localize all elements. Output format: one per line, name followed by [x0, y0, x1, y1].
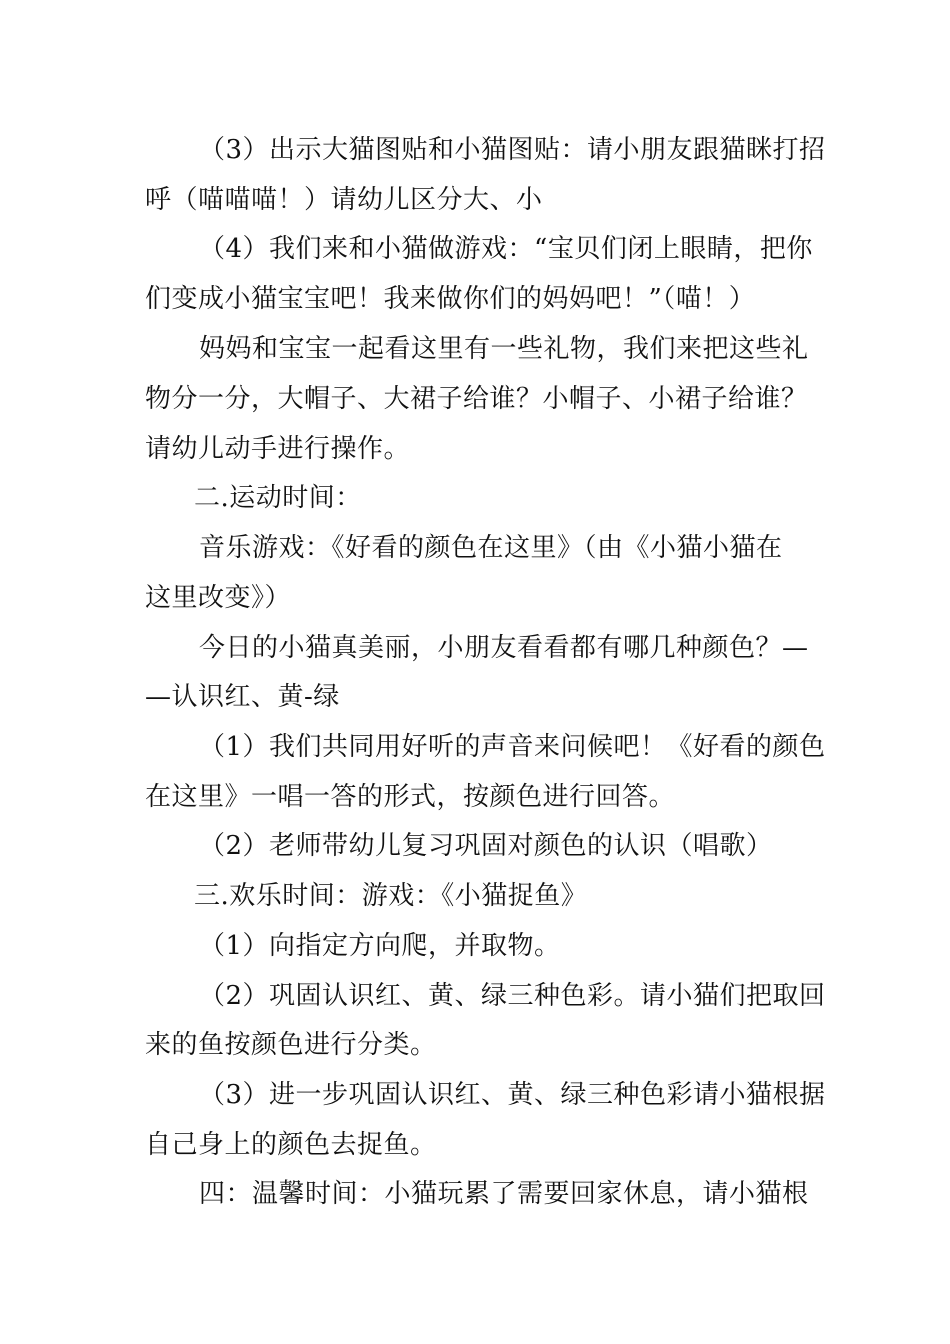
text-line: 请幼儿动手进行操作。 — [145, 434, 411, 464]
text-line: 自己身上的颜色去捉鱼。 — [145, 1130, 437, 1160]
text-line: 们变成小猫宝宝吧！我来做你们的妈妈吧！”（喵！） — [145, 284, 756, 314]
text-line: 物分一分，大帽子、大裙子给谁？小帽子、小裙子给谁？ — [145, 384, 808, 414]
text-line: （4）我们来和小猫做游戏：“宝贝们闭上眼睛，把你 — [199, 234, 813, 264]
text-line: 呼（喵喵喵！）请幼儿区分大、小 — [145, 185, 543, 215]
text-line: （3）进一步巩固认识红、黄、绿三种色彩请小猫根据 — [199, 1080, 826, 1110]
text-line: 今日的小猫真美丽，小朋友看看都有哪几种颜色？— — [199, 633, 809, 663]
text-line: （2）老师带幼儿复习巩固对颜色的认识（唱歌） — [199, 831, 773, 861]
text-line: 妈妈和宝宝一起看这里有一些礼物，我们来把这些礼 — [199, 334, 809, 364]
text-line: 这里改变》） — [145, 583, 292, 613]
section-heading: 三.欢乐时间：游戏：《小猫捉鱼》 — [194, 881, 588, 911]
text-line: （1）向指定方向爬，并取物。 — [199, 931, 561, 961]
text-line: （3）出示大猫图贴和小猫图贴：请小朋友跟猫眯打招 — [199, 135, 826, 165]
text-line: 来的鱼按颜色进行分类。 — [145, 1030, 437, 1060]
section-heading: 二.运动时间： — [194, 483, 362, 513]
text-line: （1）我们共同用好听的声音来问候吧！《好看的颜色 — [199, 732, 826, 762]
text-line: 在这里》一唱一答的形式，按颜色进行回答。 — [145, 782, 676, 812]
text-line: （2）巩固认识红、黄、绿三种色彩。请小猫们把取回 — [199, 981, 826, 1011]
section-heading: 四：温馨时间：小猫玩累了需要回家休息，请小猫根 — [199, 1179, 809, 1209]
text-line: 音乐游戏：《好看的颜色在这里》（由《小猫小猫在 — [199, 533, 783, 563]
text-line: —认识红、黄-绿 — [145, 682, 340, 712]
